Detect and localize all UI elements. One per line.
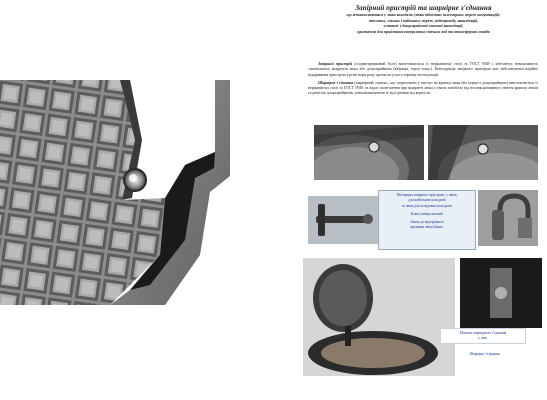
caption-line: пружини люка Замок. bbox=[410, 225, 444, 230]
lock-photo bbox=[478, 190, 538, 246]
caption-line: та люка для оглядових колодязів. bbox=[401, 203, 453, 208]
bolt-key-photo bbox=[308, 196, 378, 244]
document-subtitle-line: теплових, газових і кабельних мереж, водопроводу, каналізацій, bbox=[368, 18, 479, 23]
paragraph-lead: Шарнірне з'єднання bbox=[318, 80, 354, 85]
document-subtitle-line: що встановлюються у люки колодязів (люки підземних інженерних мереж комунікацій): bbox=[346, 13, 501, 17]
bolt-label: Клюп універсальний. bbox=[410, 212, 444, 217]
caption-line: для кабельних колодязів bbox=[408, 198, 446, 203]
paragraph-text: (шарнірний «замок», що запресовано у виступ на кришці люка або корпусі дощоприймача) виготовляється із нержавіючої сталі за ГОСТ 5949, та надає полегшення при відкритті люка а також запобігає від несанкціонованого зняття кришок люків та решіток дощоприймачів, унеможливлюючи їх від'єднання від корпусів. bbox=[308, 80, 538, 96]
caption-line: Замок до внутрішньої bbox=[410, 219, 444, 224]
hinge-caption-box bbox=[440, 328, 526, 344]
cover-closeup-photo bbox=[0, 80, 300, 305]
paragraph-text: (зсіднитирниковий болт) виготовляється із нержавіючої сталі за ГОСТ 5949 і забезпечує неможливість самовільного відкриття люка або дощоприймача (вібрація, тертя тощо.). Конструкція запірного пристрою має забезпечувати надійне відкривання пристрою в різні пори року протягом усього терміну експлуатації. bbox=[308, 62, 538, 77]
caption-line: Місткання запірного пристрою, у люка, bbox=[396, 193, 458, 197]
paragraph-lock bbox=[308, 62, 538, 78]
hinge-illustration bbox=[460, 258, 542, 328]
open-manhole-illustration bbox=[303, 258, 455, 376]
cover-photo-1 bbox=[314, 125, 424, 180]
lock-illustration bbox=[478, 190, 538, 246]
cover-photo-2 bbox=[428, 125, 538, 180]
bolt-key-illustration bbox=[308, 196, 378, 244]
document-title: Запірний пристрій та шарнірне з'єднання bbox=[355, 4, 492, 12]
cover-photo-2-illustration bbox=[428, 125, 538, 180]
document-page bbox=[300, 0, 547, 400]
document-header bbox=[300, 4, 547, 35]
paragraph-hinge bbox=[308, 81, 538, 97]
document-subtitle-line: призначені для приймання поверхневих стічних вод та атмосферних опадів bbox=[357, 29, 490, 34]
lock-caption-box bbox=[378, 190, 476, 250]
document-body bbox=[308, 62, 538, 100]
hinge-photo bbox=[460, 258, 542, 328]
caption-line: у люк. bbox=[478, 336, 488, 341]
hinge-label: Шарнірні з'єднання. bbox=[469, 352, 501, 356]
paragraph-lead: Запірний пристрій bbox=[318, 62, 353, 66]
document-subtitle-line: а також у дощоприймачі зливової каналізації, bbox=[383, 24, 464, 29]
cover-closeup-illustration bbox=[0, 80, 300, 305]
open-manhole-photo bbox=[303, 258, 455, 376]
cover-photo-1-illustration bbox=[314, 125, 424, 180]
caption-line: Монтаж шарнірного з'єднання bbox=[459, 331, 507, 335]
